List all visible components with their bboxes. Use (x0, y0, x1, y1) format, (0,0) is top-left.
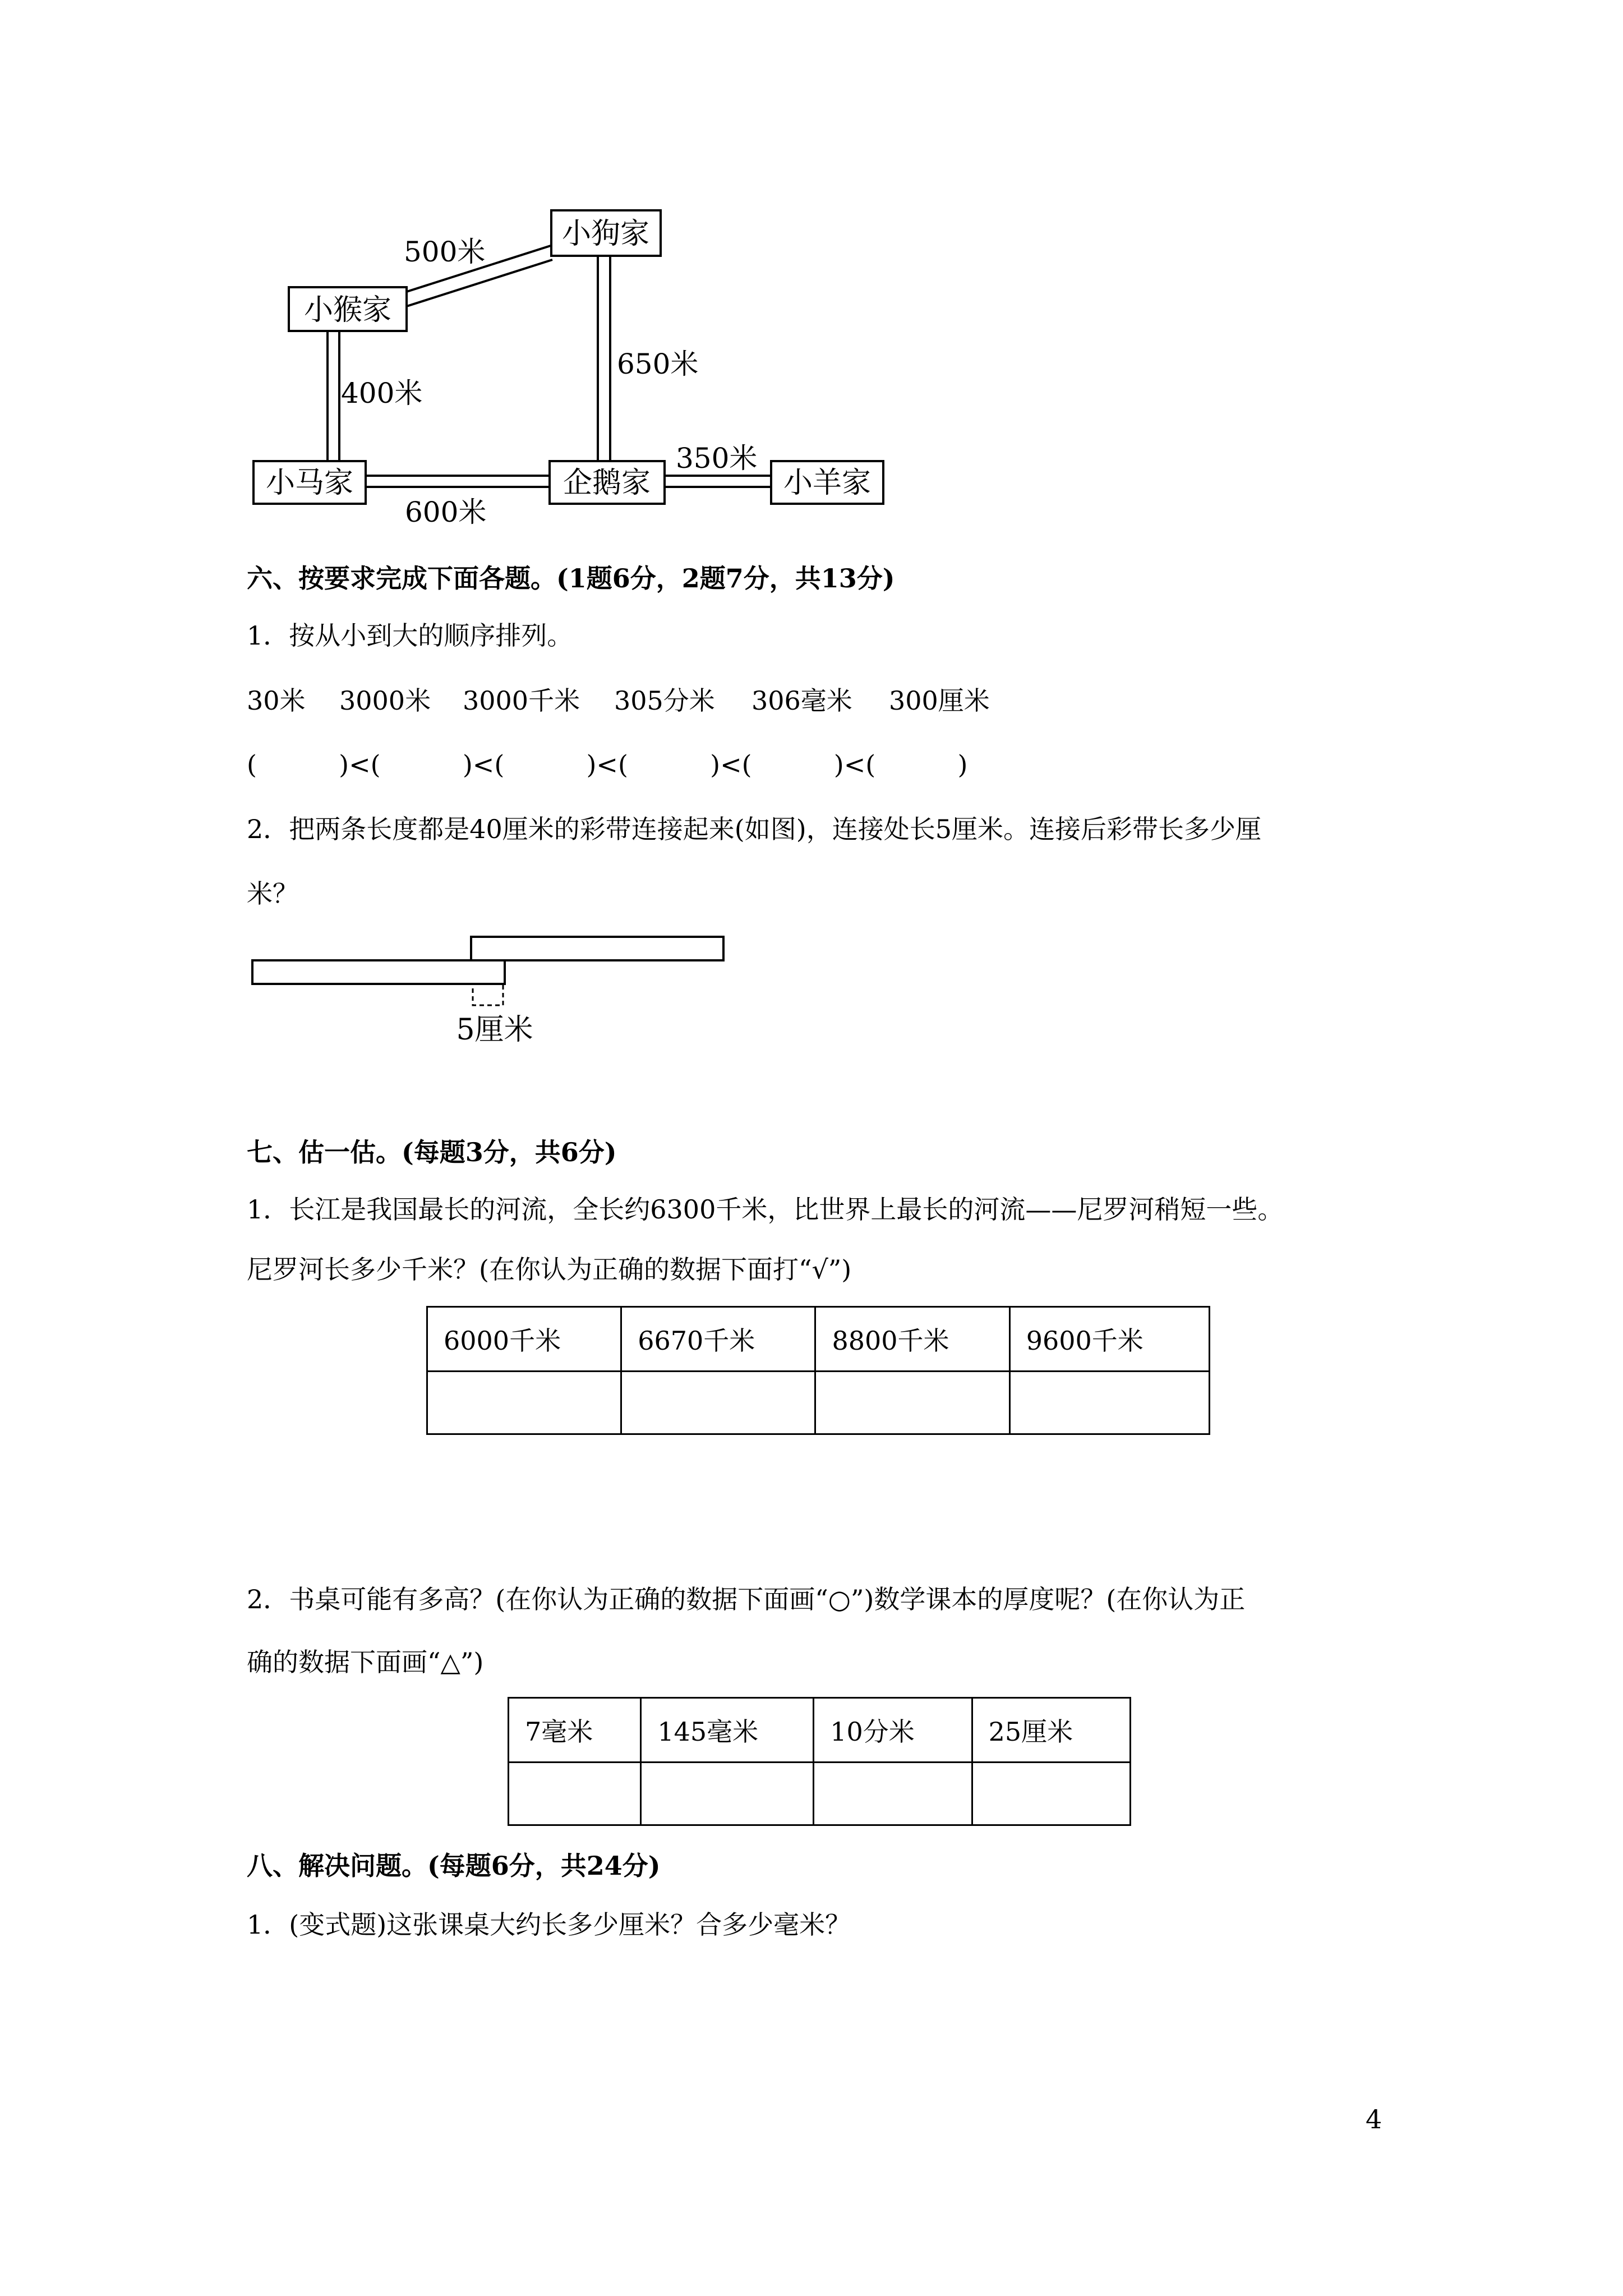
length-item: 306毫米 (751, 685, 852, 716)
distance-dog-penguin: 650米 (617, 348, 699, 380)
house-sheep-label: 小羊家 (783, 466, 872, 500)
length-item: 300厘米 (889, 685, 990, 716)
house-map-diagram (0, 0, 1623, 561)
ordering-blanks[interactable]: ( )<( )<( )<( )<( )<( ) (247, 749, 968, 780)
section7-q1-line2: 尼罗河长多少千米？(在你认为正确的数据下面打“√”) (247, 1254, 852, 1285)
section6-q2-line2: 米？ (247, 878, 298, 909)
length-item: 305分米 (614, 685, 715, 716)
measure-answer-cell[interactable] (814, 1763, 972, 1825)
section7-q1-line1: 1．长江是我国最长的河流，全长约6300千米，比世界上最长的河流——尼罗河稍短一些。 (247, 1194, 1284, 1225)
distance-monkey-horse: 400米 (341, 377, 423, 409)
house-horse-label: 小马家 (265, 466, 354, 500)
section8-q1: 1．(变式题)这张课桌大约长多少厘米？合多少毫米？ (247, 1910, 851, 1940)
overlap-label: 5厘米 (456, 1013, 533, 1047)
ribbon-upper (471, 937, 723, 960)
section7-heading: 七、估一估。(每题3分，共6分) (247, 1137, 617, 1167)
distance-monkey-dog: 500米 (404, 236, 486, 268)
house-penguin-label: 企鹅家 (562, 466, 651, 500)
nile-option: 9600千米 (1009, 1307, 1209, 1372)
nile-answer-cell[interactable] (427, 1372, 621, 1434)
measure-option: 10分米 (814, 1698, 972, 1763)
nile-option: 8800千米 (815, 1307, 1009, 1372)
section6-q2-line1: 2．把两条长度都是40厘米的彩带连接起来(如图)，连接处长5厘米。连接后彩带长多少厘 (247, 814, 1261, 844)
measure-option: 7毫米 (509, 1698, 641, 1763)
measure-answer-cell[interactable] (641, 1763, 814, 1825)
house-monkey-label: 小猴家 (303, 293, 392, 327)
page-number: 4 (1366, 2104, 1382, 2134)
measure-answer-cell[interactable] (509, 1763, 641, 1825)
length-item: 30米 (247, 685, 306, 716)
distance-horse-penguin: 600米 (405, 496, 487, 528)
section6-heading: 六、按要求完成下面各题。(1题6分，2题7分，共13分) (247, 563, 895, 593)
house-dog-label: 小狗家 (561, 217, 650, 251)
measure-answer-cell[interactable] (972, 1763, 1130, 1825)
section7-q2-line2: 确的数据下面画“△”) (247, 1647, 484, 1677)
desk-book-estimate-table (508, 1697, 1131, 1826)
overlap-marker (473, 984, 503, 1005)
section7-q2-line1: 2．书桌可能有多高？(在你认为正确的数据下面画“○”)数学课本的厚度呢？(在你认为正 (247, 1584, 1246, 1614)
nile-estimate-table (426, 1306, 1210, 1435)
nile-option: 6000千米 (427, 1307, 621, 1372)
nile-answer-cell[interactable] (621, 1372, 815, 1434)
nile-answer-cell[interactable] (815, 1372, 1009, 1434)
section6-q1-text: 1．按从小到大的顺序排列。 (247, 620, 573, 651)
nile-answer-cell[interactable] (1009, 1372, 1209, 1434)
nile-option: 6670千米 (621, 1307, 815, 1372)
measure-option: 145毫米 (641, 1698, 814, 1763)
section8-heading: 八、解决问题。(每题6分，共24分) (247, 1851, 661, 1881)
measure-option: 25厘米 (972, 1698, 1130, 1763)
ribbon-lower (252, 960, 505, 984)
distance-penguin-sheep: 350米 (676, 442, 758, 475)
length-item: 3000千米 (463, 685, 580, 716)
ribbon-diagram (0, 920, 1623, 1066)
length-item: 3000米 (339, 685, 431, 716)
